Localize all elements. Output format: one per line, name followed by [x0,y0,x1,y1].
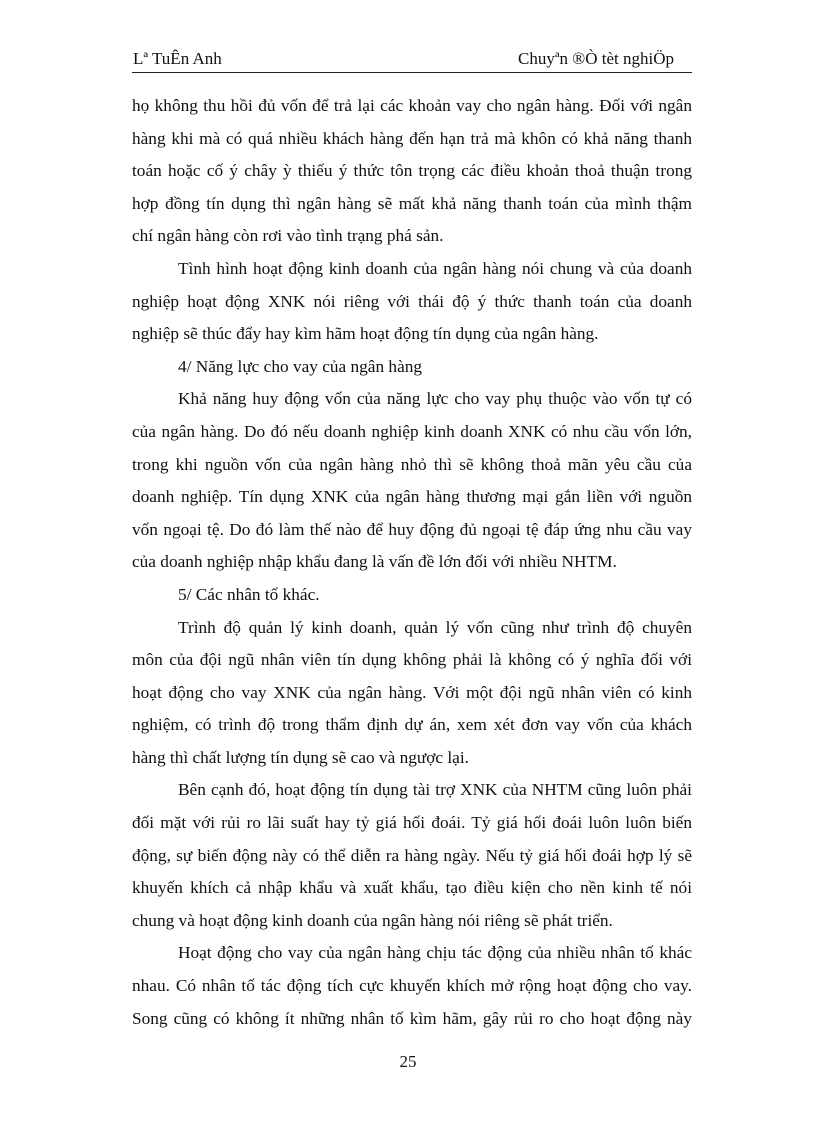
text-line: hàng khi mà có quá nhiều khách hàng đến hạn trả mà khôn có khả năng thanh [132,128,692,148]
text-line: động, sự biến động này có thể diễn ra hàng ngày. Nếu tỷ giá hối đoái hợp lý sẽ [132,845,692,865]
text-line: đối mặt với rủi ro lãi suất hay tỷ giá hối đoái. Tỷ giá hối đoái luôn luôn biến [132,813,692,833]
text-line: hàng thì chất lượng tín dụng sẽ cao và ngược lại. [132,747,469,767]
text-line: nghiệp hoạt động XNK nói riêng với thái độ ý thức thanh toán của doanh [132,291,692,311]
text-line: chung và hoạt động kinh doanh của ngân hàng nói riêng sẽ phát triển. [132,910,613,930]
text-line: nhau. Có nhân tố tác động tích cực khuyến khích mở rộng hoạt động cho vay. [132,976,692,996]
text-line: môn của đội ngũ nhân viên tín dụng không phải là không có ý nghĩa đối với [132,650,692,670]
text-line: trong khi nguồn vốn của ngân hàng nhỏ thì sẽ không thoả mãn yêu cầu của [132,454,692,474]
text-line: vốn ngoại tệ. Do đó làm thế nào để huy động đủ ngoại tệ đáp ứng nhu cầu vay [132,519,692,539]
text-line: họ không thu hồi đủ vốn để trả lại các khoản vay cho ngân hàng. Đối với ngân [132,96,692,115]
text-line: Song cũng có không ít những nhân tố kìm hãm, gây rủi ro cho hoạt động này [132,1008,692,1028]
text-line: Bên cạnh đó, hoạt động tín dụng tài trợ XNK của NHTM cũng luôn phải [178,780,692,800]
text-line: hoạt động cho vay XNK của ngân hàng. Với một đội ngũ nhân viên có kinh [132,682,692,702]
text-line: hợp đồng tín dụng thì ngân hàng sẽ mất khả năng thanh toán của mình thậm [132,193,692,213]
text-line: của ngân hàng. Do đó nếu doanh nghiệp kinh doanh XNK có nhu cầu vốn lớn, [132,421,692,441]
page-header [132,48,692,73]
text-line: chí ngân hàng còn rơi vào tình trạng phá sản. [132,226,444,246]
text-line: Trình độ quản lý kinh doanh, quản lý vốn cũng như trình độ chuyên [178,617,692,637]
text-line: toán hoặc cố ý chây ỳ thiếu ý thức tôn trọng các điều khoản thoả thuận trong [132,161,692,181]
text-line: Hoạt động cho vay của ngân hàng chịu tác động của nhiều nhân tố khác [178,943,692,963]
page-number: 25 [399,1052,417,1071]
text-line: nghiệp sẽ thúc đẩy hay kìm hãm hoạt động tín dụng của ngân hàng. [132,324,599,344]
header-document-type: Chuyªn ®Ò tèt nghiÖp [518,49,674,68]
text-line: nghiệm, có trình độ trong thẩm định dự án, xem xét đơn vay vốn của khách [132,715,692,735]
text-line: Tình hình hoạt động kinh doanh của ngân hàng nói chung và của doanh [178,258,692,278]
body-text [132,90,692,1035]
text-line: khuyến khích cả nhập khẩu và xuất khẩu, tạo điều kiện cho nền kinh tế nói [132,878,692,898]
text-line: doanh nghiệp. Tín dụng XNK của ngân hàng thương mại gắn liền với nguồn [132,487,692,507]
text-line: của doanh nghiệp nhập khẩu đang là vấn đề lớn đối với nhiều NHTM. [132,552,617,572]
text-line: 4/ Năng lực cho vay của ngân hàng [178,356,423,376]
text-line: Khả năng huy động vốn của năng lực cho vay phụ thuộc vào vốn tự có [178,389,692,409]
text-line: 5/ Các nhân tố khác. [178,584,320,604]
header-author: Lª TuÊn Anh [133,49,222,68]
